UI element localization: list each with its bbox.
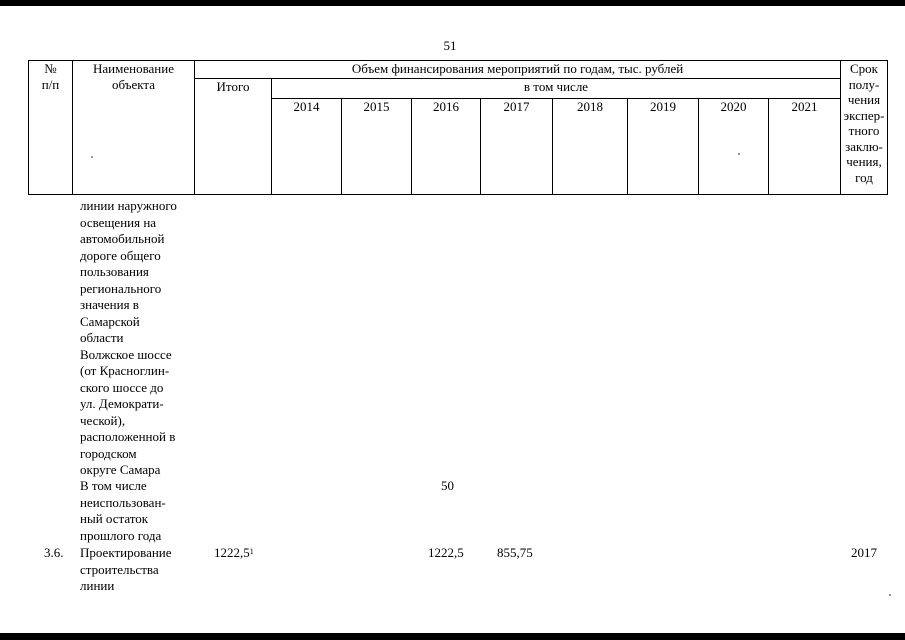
top-border xyxy=(0,0,905,6)
header-year-2020: 2020 xyxy=(699,99,769,195)
row-value-2016: 1222,5 xyxy=(428,545,464,560)
header-object-name: Наименование объекта xyxy=(73,61,195,195)
unused-balance-2016: 50 xyxy=(441,478,454,493)
row-total xyxy=(214,545,254,562)
scan-speck xyxy=(889,594,891,596)
row-deadline: 2017 xyxy=(851,545,877,560)
header-year-2015: 2015 xyxy=(342,99,412,195)
header-number: № п/п xyxy=(29,61,73,195)
row-number: 3.6. xyxy=(44,545,64,560)
header-year-2021: 2021 xyxy=(769,99,841,195)
header-year-2016: 2016 xyxy=(412,99,481,195)
unused-balance-label: В том числе неиспользован- ный остаток прошлого года xyxy=(80,478,166,543)
financing-table xyxy=(28,60,888,195)
header-year-2019: 2019 xyxy=(628,99,699,195)
scan-speck xyxy=(91,156,93,158)
scan-speck xyxy=(738,153,740,155)
row-total-value: 1222,5 xyxy=(214,545,250,560)
header-total: Итого xyxy=(195,79,272,195)
page-number: 51 xyxy=(443,38,457,53)
header-including: в том числе xyxy=(272,79,841,99)
row-total-footnote: 1 xyxy=(249,547,254,556)
header-year-2014: 2014 xyxy=(272,99,342,195)
bottom-border xyxy=(0,633,905,640)
header-year-2018: 2018 xyxy=(553,99,628,195)
header-year-2017: 2017 xyxy=(481,99,553,195)
header-financing: Объем финансирования мероприятий по годам, тыс. рублей xyxy=(195,61,841,79)
header-deadline: Срок полу- чения экспер- тного заклю- чения, год xyxy=(841,61,888,195)
row-value-2017: 855,75 xyxy=(497,545,533,560)
continuation-object-text: линии наружного освещения на автомобильной дороге общего пользования регионального значения в Самарской области Волжское шоссе (от Красноглин- ского шоссе до ул. Демократи- ческой), расположенной в городском округе Самара xyxy=(80,198,177,477)
row-object-name: Проектирование строительства линии xyxy=(80,545,172,593)
